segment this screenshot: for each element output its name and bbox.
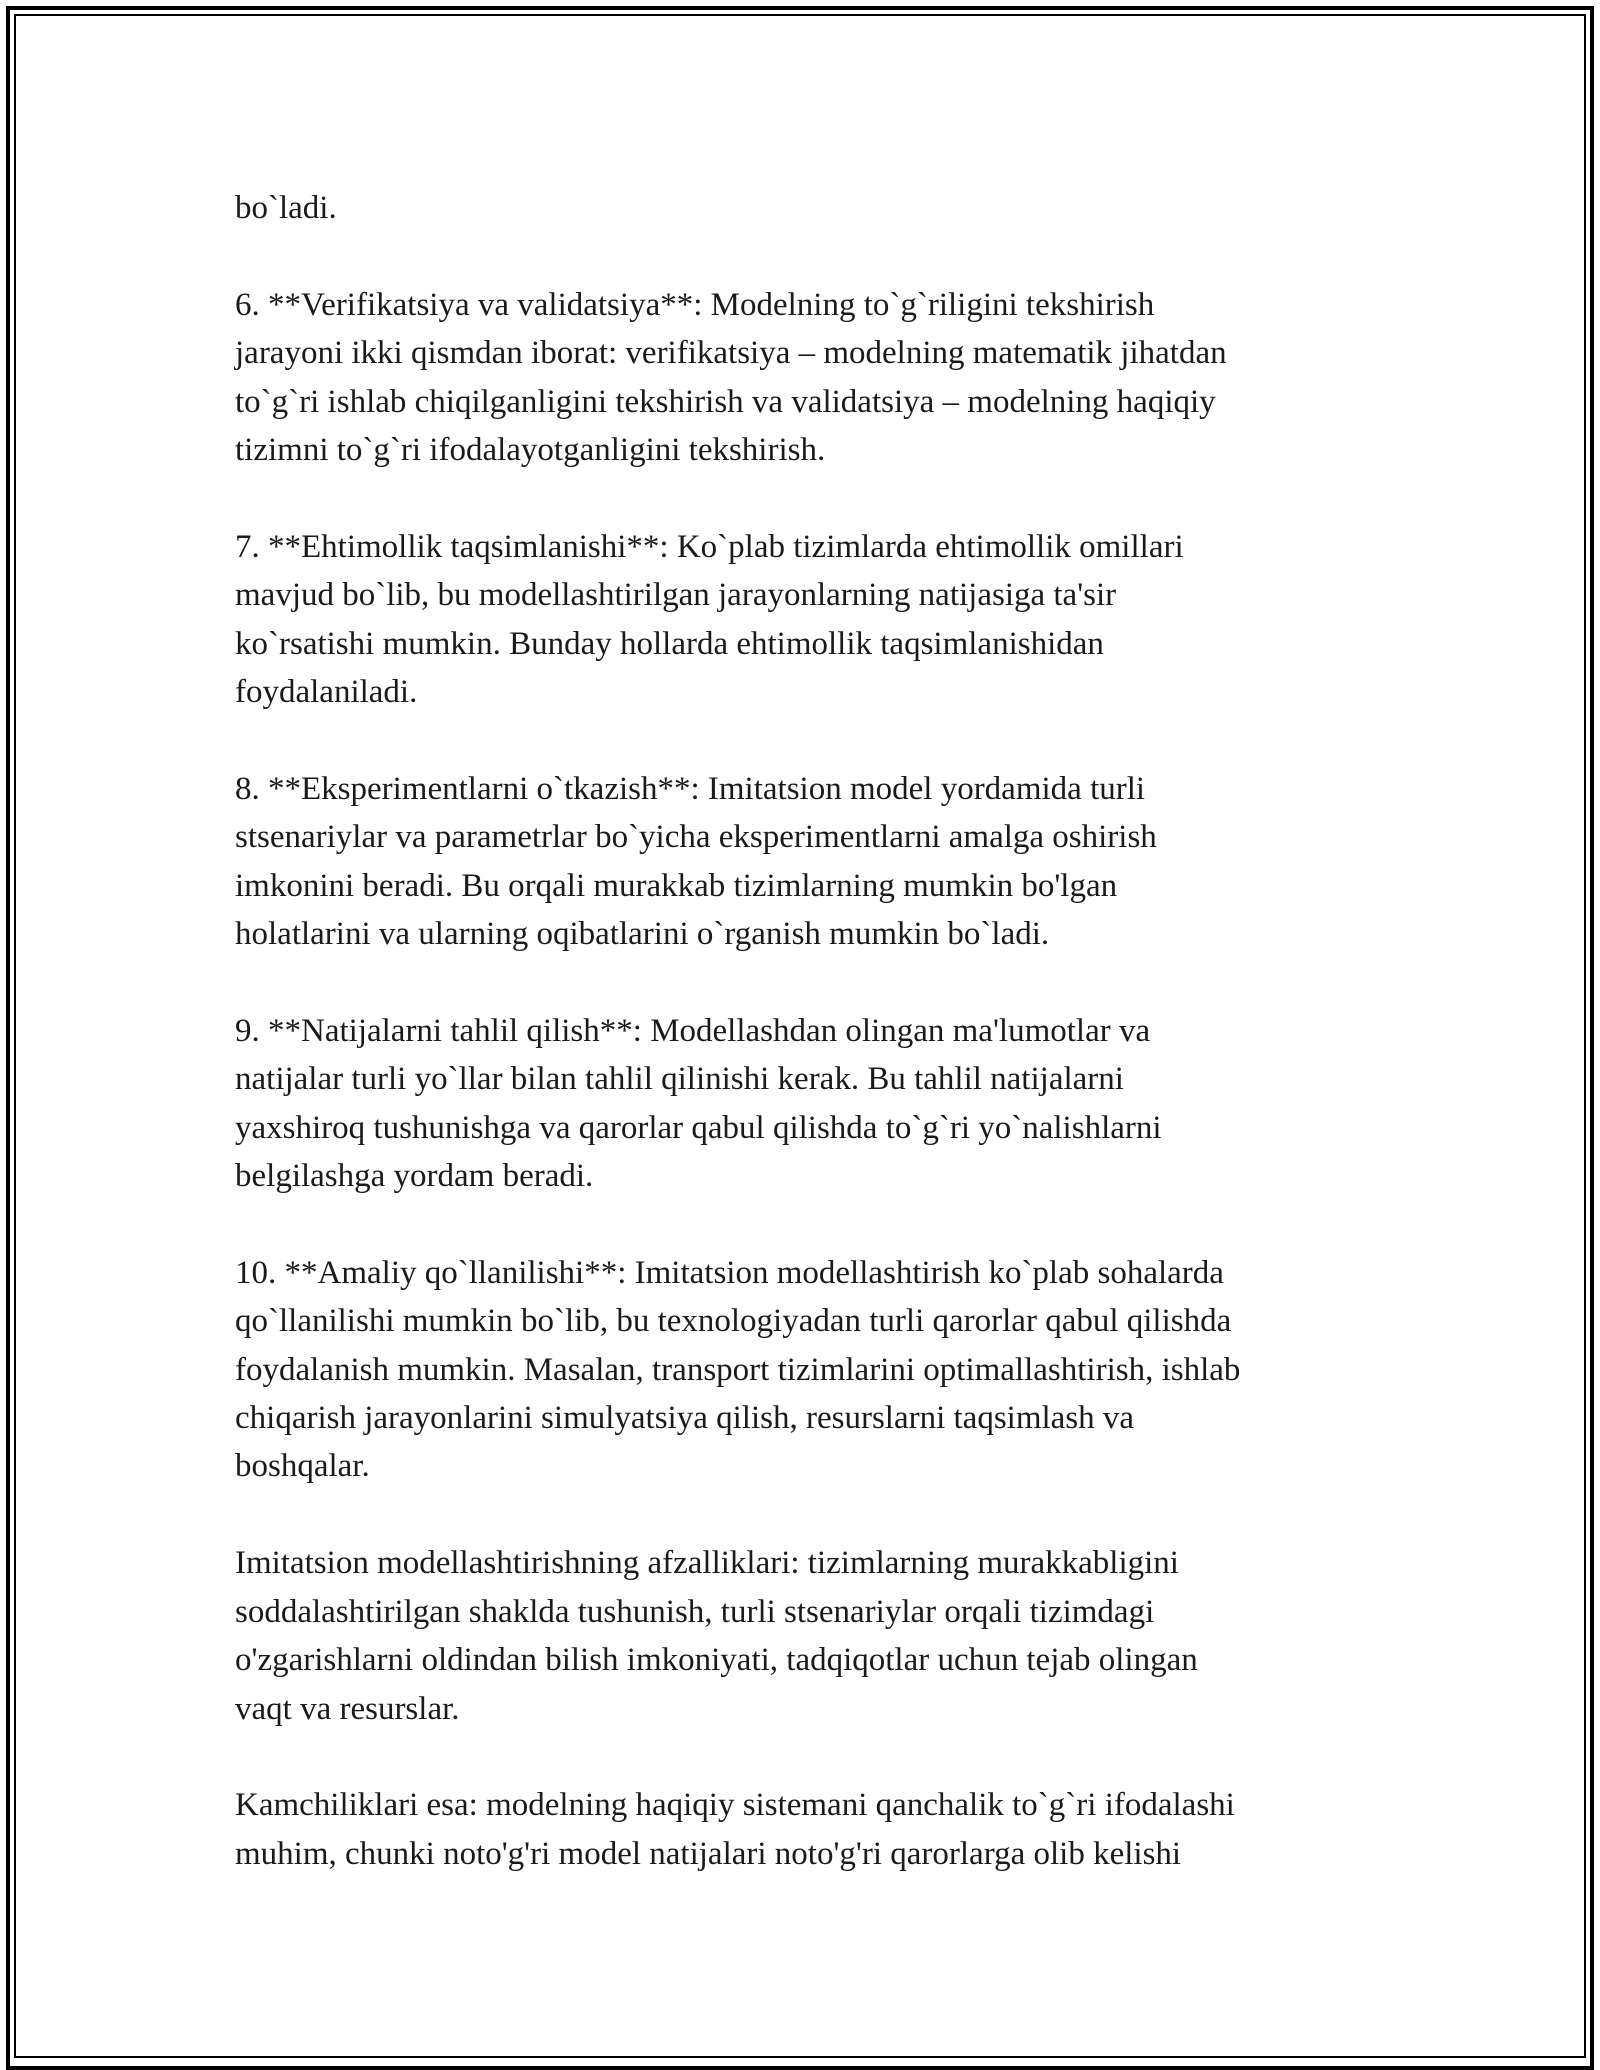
text-line: vaqt va resurslar. — [235, 1690, 460, 1727]
paragraph-continuation — [235, 184, 1365, 232]
text-line: muhim, chunki noto'g'ri model natijalari noto'g'ri qarorlarga olib kelishi — [235, 1835, 1182, 1872]
text-line: qo`llanilishi mumkin bo`lib, bu texnologiyadan turli qarorlar qabul qilishda — [235, 1303, 1232, 1340]
paragraph-item-10 — [235, 1249, 1365, 1491]
text-line: chiqarish jarayonlarini simulyatsiya qilish, resurslarni taqsimlash va — [235, 1400, 1135, 1437]
text-line: Kamchiliklari esa: modelning haqiqiy sistemani qanchalik to`g`ri ifodalashi — [235, 1787, 1235, 1824]
text-line: o'zgarishlarni oldindan bilish imkoniyati, tadqiqotlar uchun tejab olingan — [235, 1642, 1198, 1679]
text-line: imkonini beradi. Bu orqali murakkab tizimlarning mumkin bo'lgan — [235, 867, 1118, 904]
text-line: stsenariylar va parametrlar bo`yicha eksperimentlarni amalga oshirish — [235, 819, 1157, 856]
text-line: soddalashtirilgan shaklda tushunish, turli stsenariylar orqali tizimdagi — [235, 1593, 1155, 1630]
text-line: yaxshiroq tushunishga va qarorlar qabul qilishda to`g`ri yo`nalishlarni — [235, 1109, 1162, 1146]
text-line: tizimni to`g`ri ifodalayotganligini tekshirish. — [235, 432, 826, 469]
text-line: Imitatsion modellashtirishning afzalliklari: tizimlarning murakkabligini — [235, 1545, 1179, 1582]
document-body — [235, 184, 1365, 1878]
text-line: foydalanish mumkin. Masalan, transport tizimlarini optimallashtirish, ishlab — [235, 1351, 1241, 1388]
paragraph-item-6 — [235, 281, 1365, 475]
text-line: belgilashga yordam beradi. — [235, 1158, 594, 1195]
text-line: to`g`ri ishlab chiqilganligini tekshirish va validatsiya – modelning haqiqiy — [235, 383, 1216, 420]
text-line: 9. **Natijalarni tahlil qilish**: Modellashdan olingan ma'lumotlar va — [235, 1012, 1151, 1049]
text-line: boshqalar. — [235, 1448, 370, 1485]
paragraph-advantages — [235, 1539, 1365, 1733]
text-line: ko`rsatishi mumkin. Bunday hollarda ehtimollik taqsimlanishidan — [235, 625, 1104, 662]
text-line: natijalar turli yo`llar bilan tahlil qilinishi kerak. Bu tahlil natijalarni — [235, 1061, 1124, 1098]
text-line: 8. **Eksperimentlarni o`tkazish**: Imitatsion model yordamida turli — [235, 770, 1146, 807]
paragraph-item-7 — [235, 523, 1365, 717]
text-line: 10. **Amaliy qo`llanilishi**: Imitatsion modellashtirish ko`plab sohalarda — [235, 1254, 1224, 1291]
text-line: jarayoni ikki qismdan iborat: verifikatsiya – modelning matematik jihatdan — [235, 335, 1227, 372]
text-line: 6. **Verifikatsiya va validatsiya**: Modelning to`g`riligini tekshirish — [235, 286, 1155, 323]
paragraph-item-8 — [235, 765, 1365, 959]
text-line: bo`ladi. — [235, 190, 337, 226]
text-line: mavjud bo`lib, bu modellashtirilgan jarayonlarning natijasiga ta'sir — [235, 577, 1117, 614]
text-line: 7. **Ehtimollik taqsimlanishi**: Ko`plab tizimlarda ehtimollik omillari — [235, 528, 1184, 565]
paragraph-item-9 — [235, 1007, 1365, 1201]
paragraph-disadvantages — [235, 1781, 1365, 1878]
text-line: foydalaniladi. — [235, 674, 418, 711]
text-line: holatlarini va ularning oqibatlarini o`rganish mumkin bo`ladi. — [235, 916, 1050, 953]
